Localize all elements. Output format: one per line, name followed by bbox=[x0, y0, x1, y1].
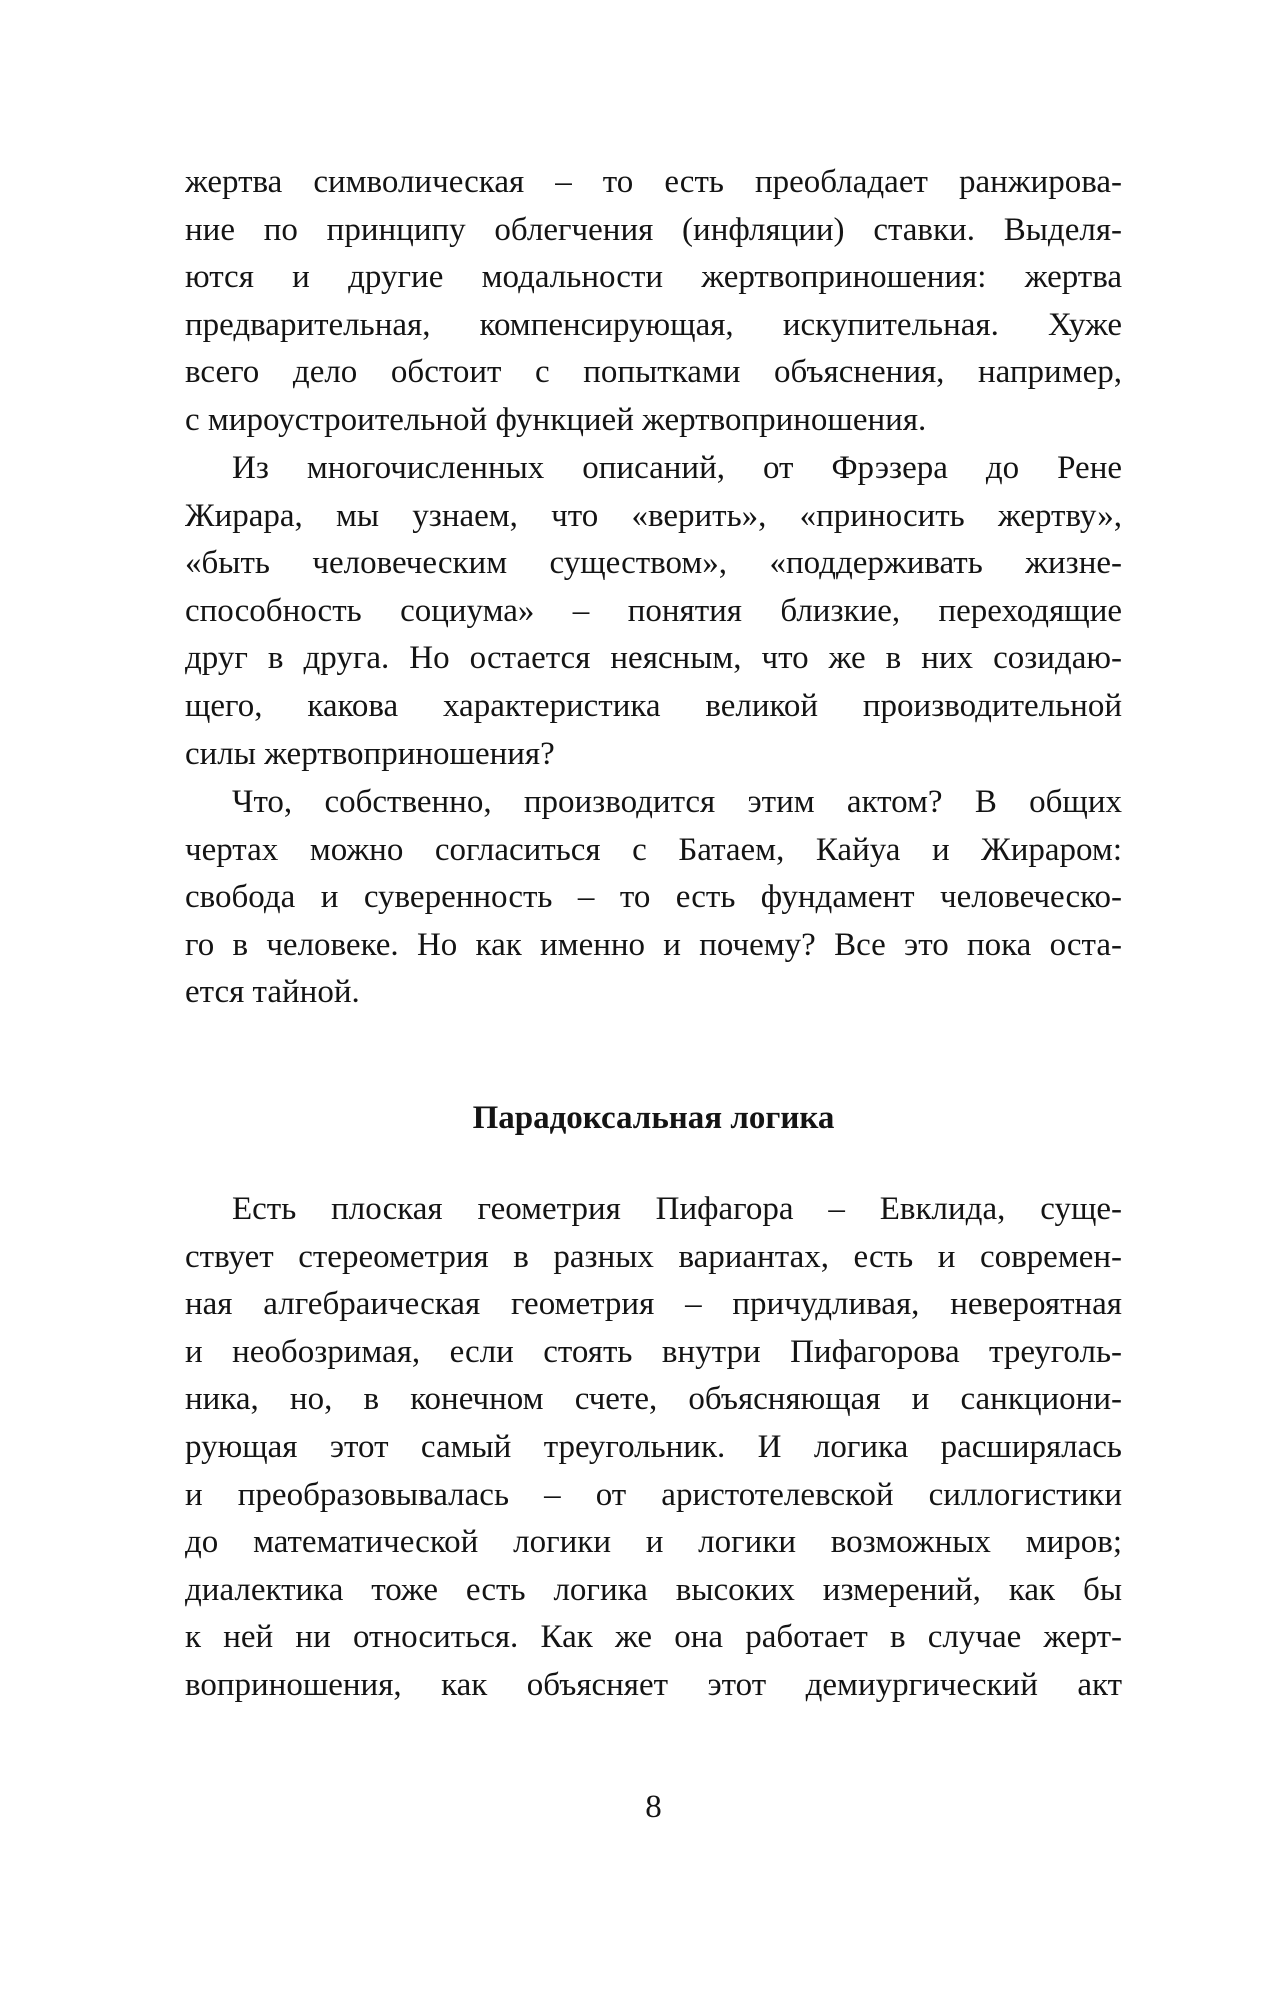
text-line: способность социума» – понятия близкие, переходящие bbox=[185, 592, 1122, 629]
section-heading: Парадоксальная логика bbox=[472, 1100, 835, 1136]
text-line: ние по принципу облегчения (инфляции) ставки. Выделя- bbox=[185, 211, 1122, 248]
text-line: щего, какова характеристика великой производительной bbox=[185, 687, 1122, 724]
text-line: ется тайной. bbox=[185, 974, 360, 1011]
text-line: Жирара, мы узнаем, что «верить», «приносить жертву», bbox=[185, 497, 1122, 534]
text-line: ются и другие модальности жертвоприношения: жертва bbox=[185, 259, 1122, 296]
paragraph-sacrifice-modalities bbox=[185, 159, 1122, 445]
text-line: диалектика тоже есть логика высоких измерений, как бы bbox=[185, 1571, 1122, 1608]
text-line: предварительная, компенсирующая, искупительная. Хуже bbox=[185, 306, 1122, 343]
text-line: свобода и суверенность – то есть фундамент человеческо- bbox=[185, 879, 1122, 916]
text-line: ника, но, в конечном счете, объясняющая и санкциони- bbox=[185, 1381, 1122, 1418]
text-line: Что, собственно, производится этим актом? В общих bbox=[232, 784, 1122, 820]
text-line: «быть человеческим существом», «поддерживать жизне- bbox=[185, 545, 1122, 582]
text-line: всего дело обстоит с попытками объяснения, например, bbox=[185, 354, 1122, 391]
text-line: Есть плоская геометрия Пифагора – Евклида, суще- bbox=[232, 1191, 1122, 1227]
text-line: чертах можно согласиться с Батаем, Кайуа и Жираром: bbox=[185, 831, 1122, 868]
text-line: жертва символическая – то есть преобладает ранжирова- bbox=[185, 164, 1122, 200]
text-line: го в человеке. Но как именно и почему? Все это пока оста- bbox=[185, 926, 1122, 963]
text-line: рующая этот самый треугольник. И логика расширялась bbox=[185, 1428, 1122, 1465]
text-line: и преобразовывалась – от аристотелевской силлогистики bbox=[185, 1476, 1122, 1513]
text-line: с мироустроительной функцией жертвоприношения. bbox=[185, 401, 927, 438]
text-line: силы жертвоприношения? bbox=[185, 735, 555, 772]
text-line: до математической логики и логики возможных миров; bbox=[185, 1524, 1122, 1561]
text-line: ная алгебраическая геометрия – причудливая, невероятная bbox=[185, 1286, 1122, 1323]
page-number: 8 bbox=[645, 1789, 662, 1825]
text-line: и необозримая, если стоять внутри Пифагорова треуголь- bbox=[185, 1333, 1122, 1370]
text-line: друг в друга. Но остается неясным, что же в них созидаю- bbox=[185, 640, 1122, 677]
paragraph-freedom-sovereignty bbox=[185, 779, 1122, 1017]
text-line: ствует стереометрия в разных вариантах, есть и современ- bbox=[185, 1238, 1122, 1275]
text-line: к ней ни относиться. Как же она работает в случае жерт- bbox=[185, 1619, 1122, 1656]
paragraph-paradoxical-logic bbox=[185, 1186, 1122, 1710]
text-line: воприношения, как объясняет этот демиургический акт bbox=[185, 1666, 1122, 1703]
paragraph-frazer-girard bbox=[185, 445, 1122, 778]
text-line: Из многочисленных описаний, от Фрэзера до Рене bbox=[232, 450, 1122, 486]
